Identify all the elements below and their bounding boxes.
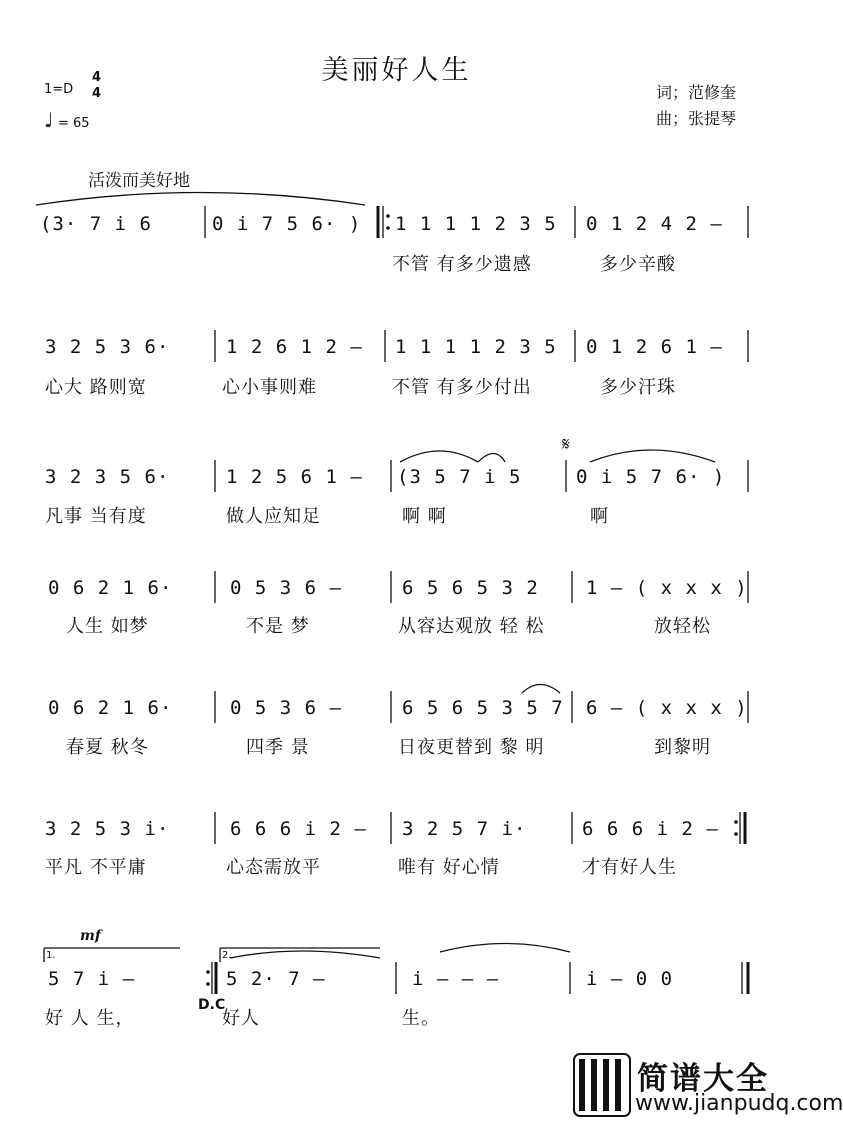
- expression-marking: 活泼而美好地: [88, 171, 190, 191]
- lyric-5-4: 到黎明: [654, 737, 711, 758]
- segno-icon: 𝄋: [562, 434, 570, 455]
- lyric-6-3: 唯有 好心情: [398, 857, 500, 878]
- measure-5-3: 6 5 6 5 3 5 7: [402, 697, 564, 719]
- lyric-2-1: 心大 路则宽: [45, 377, 147, 398]
- volta-1-label: 1.: [46, 950, 56, 961]
- measure-4-1: 0 6 2 1 6·: [48, 577, 173, 599]
- lyric-1-3: 不管 有多少遗感: [392, 254, 532, 275]
- measure-2-2: 1 2 6 1 2 –: [226, 336, 363, 358]
- lyricist-credit: 词；范修奎: [656, 83, 737, 102]
- lyric-7-3: 生。: [402, 1008, 440, 1029]
- measure-1-3: 1 1 1 1 2 3 5: [395, 213, 557, 235]
- measure-5-4: 6 – ( x x x ): [586, 697, 748, 719]
- dc-marking: D.C: [198, 997, 226, 1013]
- measure-2-3: 1 1 1 1 2 3 5: [395, 336, 557, 358]
- lyric-6-4: 才有好人生: [582, 857, 677, 878]
- measure-1-1: (3· 7 i 6: [40, 213, 152, 235]
- time-signature-top: 4: [92, 70, 102, 85]
- page-title: 美丽好人生: [321, 55, 472, 86]
- lyric-7-1: 好 人 生，: [45, 1008, 135, 1029]
- measure-5-2: 0 5 3 6 –: [230, 697, 342, 719]
- measure-7-3: i – – –: [412, 968, 500, 990]
- measure-3-1: 3 2 3 5 6·: [45, 466, 170, 488]
- lyric-6-1: 平凡 不平庸: [45, 857, 147, 878]
- time-signature-bottom: 4: [92, 86, 102, 101]
- measure-3-4: 0 i 5 7 6· ): [576, 466, 726, 488]
- lyric-4-1: 人生 如梦: [66, 616, 149, 637]
- key-signature: 1=D: [44, 82, 74, 97]
- logo-name: 简谱大全: [637, 1061, 769, 1097]
- measure-6-4: 6 6 6 i 2 –: [582, 818, 719, 840]
- lyric-5-3: 日夜更替到 黎 明: [398, 737, 545, 758]
- measure-2-4: 0 1 2 6 1 –: [586, 336, 723, 358]
- quarter-note-icon: ♩: [44, 108, 54, 132]
- measure-2-1: 3 2 5 3 6·: [45, 336, 170, 358]
- measure-3-2: 1 2 5 6 1 –: [226, 466, 363, 488]
- lyric-5-1: 春夏 秋冬: [66, 737, 149, 758]
- measure-4-4: 1 – ( x x x ): [586, 577, 748, 599]
- measure-6-1: 3 2 5 3 i·: [45, 818, 170, 840]
- piano-keys-icon: [573, 1053, 631, 1117]
- measure-3-3: (3 5 7 i 5: [397, 466, 522, 488]
- measure-6-3: 3 2 5 7 i·: [402, 818, 527, 840]
- volta-2-label: 2.: [222, 950, 232, 961]
- lyric-6-2: 心态需放平: [226, 857, 321, 878]
- lyric-4-2: 不是 梦: [246, 616, 310, 637]
- measure-1-2: 0 i 7 5 6· ): [212, 213, 362, 235]
- composer-credit: 曲；张提琴: [656, 109, 737, 128]
- lyric-2-4: 多少汗珠: [600, 377, 676, 398]
- lyric-3-4: 啊: [590, 506, 609, 527]
- lyric-5-2: 四季 景: [246, 737, 310, 758]
- tempo-marking: = 65: [58, 116, 90, 131]
- lyric-3-3: 啊 啊: [402, 506, 447, 527]
- dynamic-marking: mf: [80, 928, 101, 944]
- measure-4-3: 6 5 6 5 3 2: [402, 577, 539, 599]
- lyric-4-3: 从容达观放 轻 松: [398, 616, 545, 637]
- lyric-7-2: 好人: [222, 1008, 260, 1029]
- measure-5-1: 0 6 2 1 6·: [48, 697, 173, 719]
- measure-1-4: 0 1 2 4 2 –: [586, 213, 723, 235]
- logo-url: www.jianpudq.com: [635, 1091, 843, 1116]
- measure-7-2: 5 2· 7 –: [226, 968, 326, 990]
- lyric-2-3: 不管 有多少付出: [392, 377, 532, 398]
- measure-7-1: 5 7 i –: [48, 968, 136, 990]
- lyric-3-1: 凡事 当有度: [45, 506, 147, 527]
- lyric-3-2: 做人应知足: [226, 506, 321, 527]
- measure-4-2: 0 5 3 6 –: [230, 577, 342, 599]
- lyric-4-4: 放轻松: [654, 616, 711, 637]
- site-logo[interactable]: [573, 1053, 843, 1119]
- lyric-1-4: 多少辛酸: [600, 254, 676, 275]
- lyric-2-2: 心小事则难: [222, 377, 317, 398]
- measure-6-2: 6 6 6 i 2 –: [230, 818, 367, 840]
- measure-7-4: i – 0 0: [586, 968, 674, 990]
